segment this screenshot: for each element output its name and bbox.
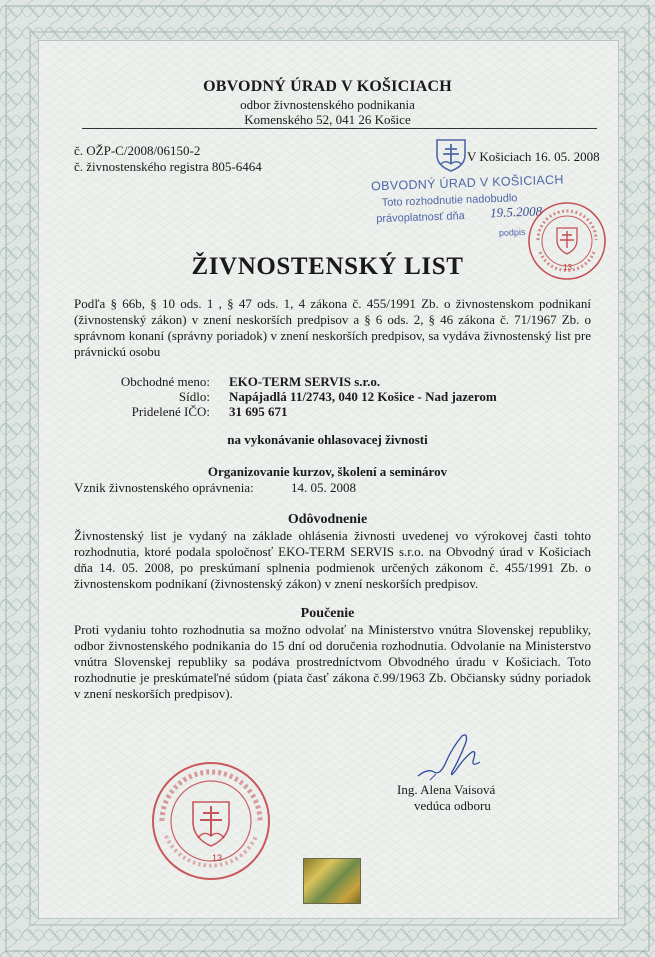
validity-stamp-line3: právoplatnosť dňa bbox=[376, 210, 465, 226]
validity-stamp-line2: Toto rozhodnutie nadobudlo bbox=[381, 192, 518, 209]
place-date: V Košiciach 16. 05. 2008 bbox=[467, 149, 600, 164]
validity-stamp-sign-label: podpis bbox=[498, 226, 526, 238]
round-stamp-top-number: 13 bbox=[563, 263, 572, 272]
signatory-name: Ing. Alena Vaisová bbox=[397, 782, 496, 797]
round-stamp-bottom-icon bbox=[148, 758, 274, 884]
company-ico: 31 695 671 bbox=[229, 404, 288, 419]
validity-stamp-office: OBVODNÝ ÚRAD V KOŠICIACH bbox=[370, 172, 564, 194]
origin-label: Vznik živnostenského oprávnenia: bbox=[74, 480, 254, 495]
department: odbor živnostenského podnikania bbox=[240, 97, 415, 112]
case-number: č. OŽP-C/2008/06150-2 bbox=[74, 143, 201, 158]
instruction-text: Proti vydaniu tohto rozhodnutia sa možno odvolať na Ministerstvo vnútra Slovenskej republiky, odbor živnostenského podnikania do 15 dní od doručenia rozhodnutia. Odvolanie na Ministerstvo vnútra Slovenskej republiky sa podáva prostredníctvom Obvodného úradu v Košiciach. Toto rozhodnutie je preskúmateľné súdom (piata časť zákona č.99/1963 Zb. Občiansky súdny poriadok v znení neskorších predpisov). bbox=[74, 622, 591, 701]
intro-paragraph: Podľa § 66b, § 10 ods. 1 , § 47 ods. 1, 4 zákona č. 455/1991 Zb. o živnostenskom podnikaní (živnostenský zákon) v znení neskorších predpisov a § 6 ods. 2, § 46 zákona č. 71/1967 Zb. o správnom konaní (správny poriadok) v znení neskorších predpisov, sa vydáva živnostenský list pre právnickú osobu bbox=[74, 296, 591, 359]
document-title: ŽIVNOSTENSKÝ LIST bbox=[191, 253, 464, 280]
coat-of-arms-icon bbox=[434, 137, 468, 173]
reasoning-heading: Odôvodnenie bbox=[287, 512, 368, 527]
purpose-line: na vykonávanie ohlasovacej živnosti bbox=[227, 432, 428, 447]
validity-date-handwritten: 19.5.2008 bbox=[489, 203, 543, 221]
company-seat-label: Sídlo: bbox=[178, 389, 210, 404]
header-rule bbox=[82, 128, 597, 129]
office-address: Komenského 52, 041 26 Košice bbox=[244, 112, 411, 127]
round-stamp-bottom-number: 13 bbox=[212, 853, 223, 863]
company-ico-label: Pridelené IČO: bbox=[131, 404, 210, 419]
hologram-seal bbox=[303, 858, 361, 904]
office-title: OBVODNÝ ÚRAD V KOŠICIACH bbox=[203, 78, 452, 95]
company-name-label: Obchodné meno: bbox=[120, 374, 210, 389]
instruction-heading: Poučenie bbox=[300, 606, 355, 621]
reasoning-text: Živnostenský list je vydaný na základe ohlásenia živnosti uvedenej vo výrokovej časti tohto rozhodnutia, ktoré podala spoločnosť EKO-TERM SERVIS s.r.o. na Obvodný úrad v Košiciach dňa 14. 05. 2008, po preskúmaní splnenia podmienok určených zákonom č. 455/1991 Zb. o živnostenskom podnikaní (živnostenský zákon) v znení neskorších predpisov. bbox=[74, 528, 591, 591]
signature-icon bbox=[410, 728, 490, 788]
registry-number: č. živnostenského registra 805-6464 bbox=[74, 159, 262, 174]
company-name: EKO-TERM SERVIS s.r.o. bbox=[229, 374, 381, 389]
signatory-role: vedúca odboru bbox=[414, 798, 491, 813]
company-seat: Napájadlá 11/2743, 040 12 Košice - Nad jazerom bbox=[229, 389, 497, 404]
origin-date: 14. 05. 2008 bbox=[291, 480, 356, 495]
trade-activity: Organizovanie kurzov, školení a seminárov bbox=[207, 464, 448, 479]
